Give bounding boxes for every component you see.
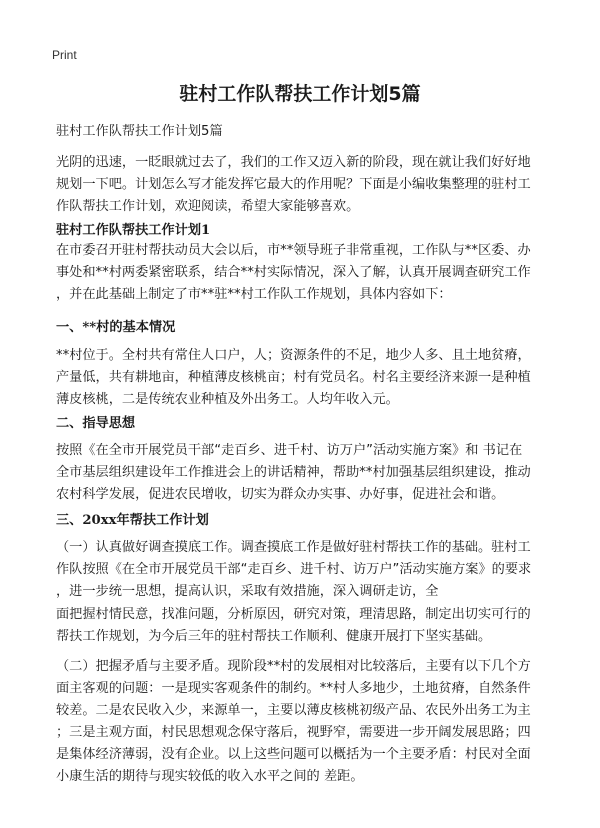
paragraph-line: 作队按照《在全市开展党员干部“走百乡、进千村、访万户”活动实施方案》的要求	[56, 562, 532, 577]
section-heading-plan1: 驻村工作队帮扶工作计划1	[56, 223, 211, 238]
heading-guiding-ideology: 二、指导思想	[56, 416, 136, 431]
paragraph-line: ，并在此基础上制定了市**驻**村工作队工作规划，具体内容如下：	[56, 287, 452, 302]
intro-line: 光阴的迅速，一眨眼就过去了，我们的工作又迈入新的阶段，现在就让我们好好地	[56, 155, 531, 170]
print-label[interactable]: Print	[52, 48, 77, 62]
paragraph-line: **村位于。全村共有常住人口户，人；资源条件的不足，地少人多、且土地贫瘠，	[56, 348, 531, 363]
paragraph-line: （二）把握矛盾与主要矛盾。现阶段**村的发展相对比较落后，主要有以下几个方	[56, 659, 531, 674]
paragraph-line: 产量低，共有耕地亩，种植薄皮核桃亩；村有党员名。村名主要经济来源一是种植	[56, 370, 531, 385]
paragraph-6	[56, 656, 548, 788]
paragraph-5	[56, 604, 548, 648]
paragraph-line: ，进一步统一思想，提高认识，采取有效措施，深入调研走访，全	[56, 584, 439, 599]
subtitle: 驻村工作队帮扶工作计划5篇	[56, 124, 223, 139]
paragraph-line: 按照《在全市开展党员干部“走百乡、进千村、访万户”活动实施方案》和 书记在	[56, 443, 523, 458]
paragraph-2	[56, 345, 548, 411]
paragraph-line: 农村科学发展，促进农民增收，切实为群众办实事、办好事，促进社会和谐。	[56, 487, 505, 502]
intro-paragraph	[56, 152, 548, 218]
paragraph-3	[56, 440, 548, 506]
heading-work-plan: 三、20xx年帮扶工作计划	[56, 513, 209, 528]
heading-basic-situation: 一、**村的基本情况	[56, 320, 176, 335]
paragraph-line: 是集体经济薄弱，没有企业。以上这些问题可以概括为一个主要矛盾：村民对全面	[56, 747, 531, 762]
intro-line: 规划一下吧。计划怎么写才能发挥它最大的作用呢？下面是小编收集整理的驻村工	[56, 177, 531, 192]
paragraph-line: 小康生活的期待与现实较低的收入水平之间的 差距。	[56, 769, 364, 784]
paragraph-line: ；三是主观方面，村民思想观念保守落后，视野窄，需要进一步开阔发展思路；四	[56, 725, 531, 740]
paragraph-line: 在市委召开驻村帮扶动员大会以后，市**领导班子非常重视，工作队与**区委、办	[56, 243, 531, 258]
paragraph-line: 帮扶工作规划，为今后三年的驻村帮扶工作顺利、健康开展打下坚实基础。	[56, 629, 492, 644]
intro-line: 作队帮扶工作计划，欢迎阅读，希望大家能够喜欢。	[56, 199, 360, 214]
paragraph-line: （一）认真做好调查摸底工作。调查摸底工作是做好驻村帮扶工作的基础。驻村工	[56, 540, 531, 555]
paragraph-line: 全市基层组织建设年工作推进会上的讲话精神，帮助**村加强基层组织建设，推动	[56, 465, 531, 480]
paragraph-line: 面把握村情民意，找准问题，分析原因，研究对策，理清思路，制定出切实可行的	[56, 607, 531, 622]
paragraph-line: 较差。二是农民收入少，来源单一，主要以薄皮核桃初级产品、农民外出务工为主	[56, 703, 531, 718]
paragraph-line: 薄皮核桃，二是传统农业种植及外出务工。人均年收入元。	[56, 392, 399, 407]
paragraph-1	[56, 240, 548, 306]
paragraph-4	[56, 537, 548, 603]
paragraph-line: 面主客观的问题：一是现实客观条件的制约。**村人多地少，土地贫瘠，自然条件	[56, 681, 531, 696]
paragraph-line: 事处和**村两委紧密联系，结合**村实际情况，深入了解，认真开展调查研究工作	[56, 265, 531, 280]
page-title: 驻村工作队帮扶工作计划5篇	[179, 83, 421, 105]
